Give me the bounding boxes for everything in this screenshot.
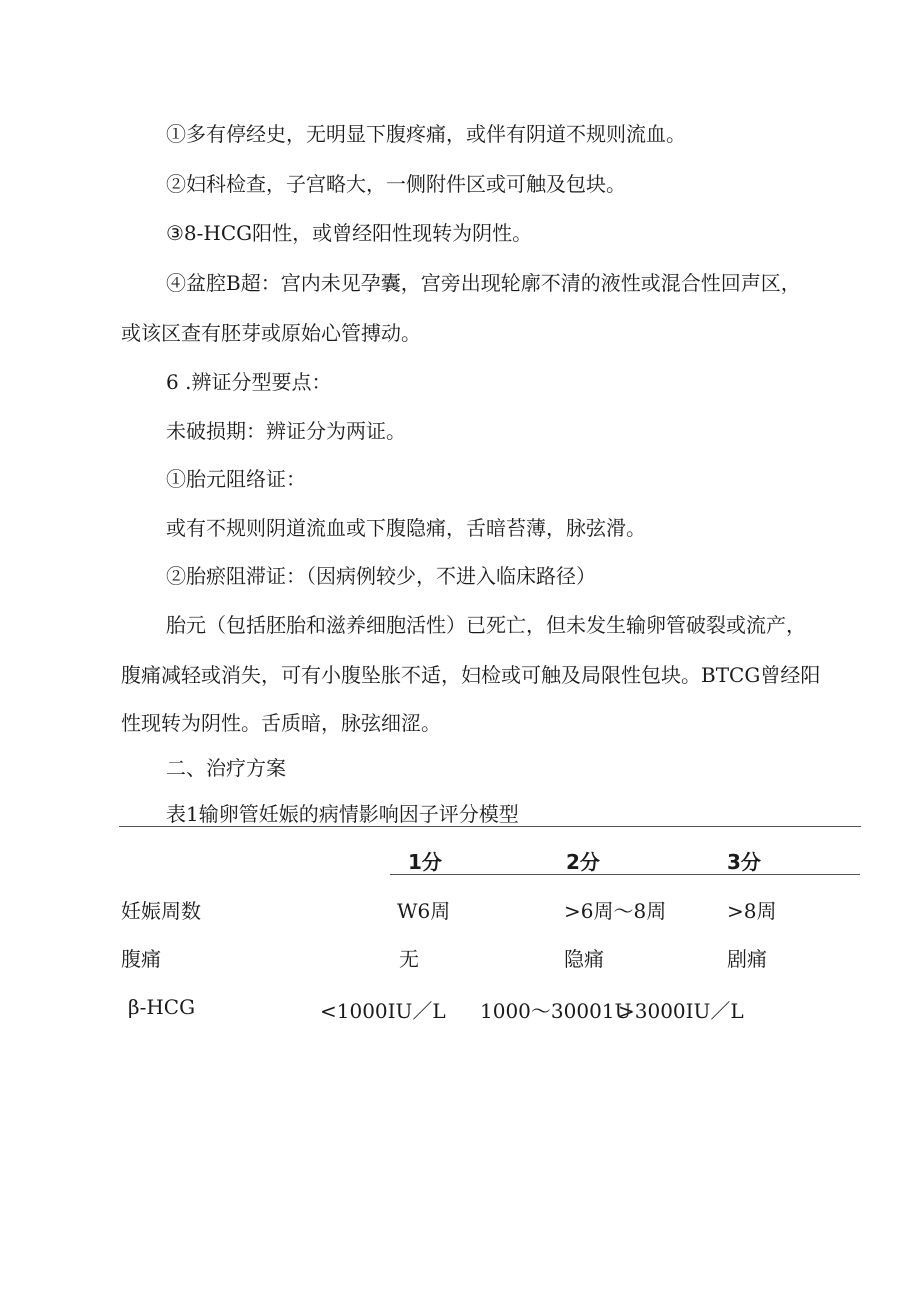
table-header-1: 1分 xyxy=(408,850,442,874)
symptom-1-paragraph: ①多有停经史，无明显下腹疼痛，或伴有阴道不规则流血。 xyxy=(166,122,686,146)
row-cell-1: 无 xyxy=(399,947,419,971)
table-header-2: 2分 xyxy=(566,850,600,874)
symptom-2-paragraph: ②妇科检查，子宫略大，一侧附件区或可触及包块。 xyxy=(166,172,626,196)
row-cell-3: 剧痛 xyxy=(727,947,767,971)
treatment-plan-heading: 二、治疗方案 xyxy=(166,756,286,780)
row-label: 腹痛 xyxy=(121,947,161,971)
symptom-4-paragraph-line2: 或该区查有胚芽或原始心管搏动。 xyxy=(121,321,421,345)
section-6-heading: 6 .辨证分型要点： xyxy=(166,370,332,394)
symptom-4-paragraph-line1: ④盆腔B超：宫内未见孕囊，宫旁出现轮廓不清的液性或混合性回声区， xyxy=(166,271,801,295)
syndrome-2-heading: ②胎瘀阻滞证：（因病例较少，不进入临床路径） xyxy=(166,564,596,588)
table-header-3: 3分 xyxy=(727,850,761,874)
syndrome-1-heading: ①胎元阻络证： xyxy=(166,467,306,491)
syndrome-2-paragraph-line3: 性现转为阴性。舌质暗，脉弦细涩。 xyxy=(121,711,441,735)
syndrome-1-paragraph: 或有不规则阴道流血或下腹隐痛，舌暗苔薄，脉弦滑。 xyxy=(166,516,646,540)
unruptured-stage-paragraph: 未破损期：辨证分为两证。 xyxy=(166,419,406,443)
row-cell-1: W6周 xyxy=(397,899,451,923)
row-label: 妊娠周数 xyxy=(121,899,201,923)
row-cell-2: >6周～8周 xyxy=(564,899,667,923)
table-header-rule xyxy=(390,874,860,875)
row-cell-3: >3000IU／L xyxy=(618,999,744,1023)
syndrome-2-paragraph-line2: 腹痛减轻或消失，可有小腹坠胀不适，妇检或可触及局限性包块。BTCG曾经阳 xyxy=(121,663,821,687)
row-label: β-HCG xyxy=(128,995,196,1019)
row-cell-1: <1000IU／L xyxy=(320,999,446,1023)
table-caption: 表1输卵管妊娠的病情影响因子评分模型 xyxy=(166,802,519,826)
row-cell-2: 1000～30001U xyxy=(480,999,632,1023)
table-top-rule xyxy=(119,826,861,827)
row-cell-3: >8周 xyxy=(727,899,777,923)
syndrome-2-paragraph-line1: 胎元（包括胚胎和滋养细胞活性）已死亡，但未发生输卵管破裂或流产， xyxy=(166,613,806,637)
symptom-3-paragraph: ③8-HCG阳性，或曾经阳性现转为阴性。 xyxy=(166,221,533,245)
row-cell-2: 隐痛 xyxy=(564,947,604,971)
